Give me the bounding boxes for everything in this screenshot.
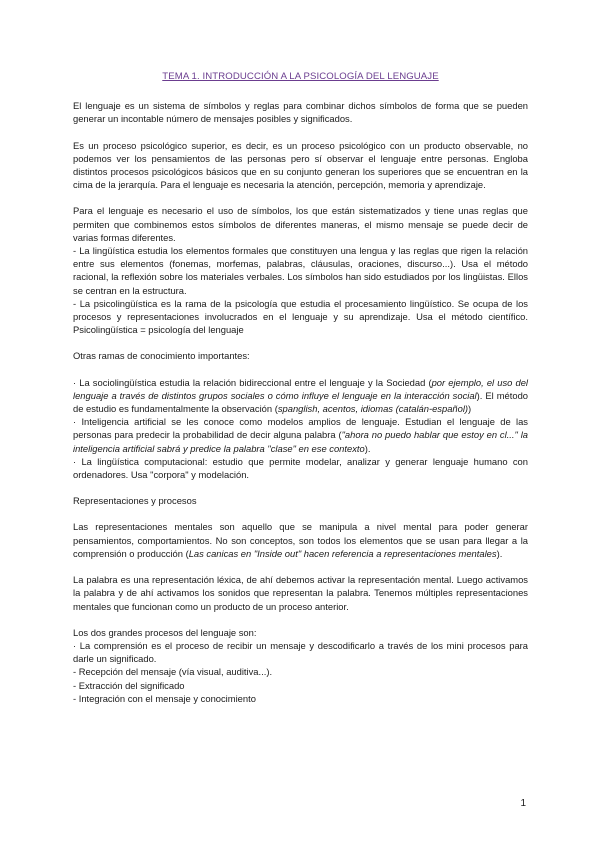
list-item-comprehension: · La comprensión es el proceso de recibir un mensaje y descodificarlo a través de los mini procesos para darle un significado.	[73, 639, 528, 665]
document-page	[73, 60, 528, 705]
list-item-reception: - Recepción del mensaje (vía visual, auditiva...).	[73, 666, 273, 678]
heading-processes: Los dos grandes procesos del lenguaje son:	[73, 626, 257, 638]
ia-text-c: ).	[364, 442, 371, 454]
page-title: TEMA 1. INTRODUCCIÓN A LA PSICOLOGÍA DEL LENGUAJE	[162, 71, 439, 82]
socio-text-c: ). El método de estudio es fundamentalmente la observación (	[73, 389, 528, 415]
socio-text-a: · La sociolingüística estudia la relación bidireccional entre el lenguaje y la Sociedad (	[73, 376, 432, 388]
heading-other-branches: Otras ramas de conocimiento importantes:	[73, 350, 250, 362]
ia-text-a: · Inteligencia artificial se les conoce como modelos amplios de lenguaje. Estudian el lenguaje de las personas para predecir la probabilidad de decir alguna palabra (	[73, 416, 528, 441]
page-number: 1	[520, 798, 526, 809]
paragraph-symbols: Para el lenguaje es necesario el uso de símbolos, los que están sistematizados y tiene unas reglas que permiten que combinemos estos símbolos de diferentes maneras, el mismo mensaje se puede decir de varias formas diferentes.	[73, 205, 528, 243]
paragraph-mental-representations	[73, 520, 528, 560]
heading-representations: Representaciones y procesos	[73, 495, 197, 507]
ia-example: "ahora no puedo hablar que estoy en cl..." la inteligencia artificial sabrá y predice la palabra "clase" en ese contexto	[73, 429, 528, 454]
paragraph-word-representation: La palabra es una representación léxica, de ahí debemos activar la representación mental. Luego activamos la palabra y de ahí activamos los sonidos que representan la palabra. Tenemos múltiples representaciones mentales que funcionan como un producto de un proceso anterior.	[73, 574, 528, 612]
socio-observation-example: spanglish, acentos, idiomas (catalán-español)	[277, 403, 469, 415]
list-item-extraction: - Extracción del significado	[73, 679, 185, 691]
paragraph-ai	[73, 415, 528, 455]
rep-text-a: Las representaciones mentales son aquello que se manipula a nivel mental para poder generar pensamientos, comportamientos. No son conceptos, son todos los elementos que se usan para llegar a la comprensión o producción (	[73, 521, 528, 559]
paragraph-computational: · La lingüística computacional: estudio que permite modelar, analizar y generar lenguaje humano con ordenadores. Usa "corpora" y modelación.	[73, 455, 528, 481]
rep-example: Las canicas en "Inside out" hacen referencia a representaciones mentales	[188, 547, 497, 559]
paragraph-psycholinguistics: - La psicolingüística es la rama de la psicología que estudia el procesamiento lingüístico. Se ocupa de los procesos y representaciones involucrados en el lenguaje y su aprendizaje. Usa el método científico. Psicolingüística = psicología del lenguaje	[73, 297, 528, 336]
list-item-integration: - Integración con el mensaje y conocimiento	[73, 692, 256, 704]
paragraph-sociolinguistics	[73, 376, 528, 416]
rep-text-c: ).	[496, 547, 503, 559]
socio-example: por ejemplo, el uso del lenguaje a través de distintos grupos sociales o cómo influye el lenguaje en la interacción social	[73, 376, 528, 401]
paragraph-linguistics: - La lingüística estudia los elementos formales que constituyen una lengua y las reglas que rigen la relación entre sus elementos (fonemas, morfemas, palabras, cláusulas, oraciones, discurso...). Usa el método racional, la reflexión sobre los materiales verbales. Los símbolos han sido estudiados por los lingüistas. Ellos se centran en la estructura.	[73, 245, 528, 296]
socio-text-e: )	[468, 403, 472, 415]
paragraph-process: Es un proceso psicológico superior, es decir, es un proceso psicológico con un producto observable, no podemos ver los pensamientos de las personas pero sí observar el lenguaje entre personas. Engloba distintos procesos psicológicos básicos que en su conjunto generan los superiores que se encuentran en la cima de la jerarquía. Para el lenguaje es necesaria la atención, percepción, memoria y aprendizaje.	[73, 139, 528, 191]
paragraph-definition: El lenguaje es un sistema de símbolos y reglas para combinar dichos símbolos de forma que se pueden generar un incontable número de mensajes posibles y significados.	[73, 100, 528, 125]
